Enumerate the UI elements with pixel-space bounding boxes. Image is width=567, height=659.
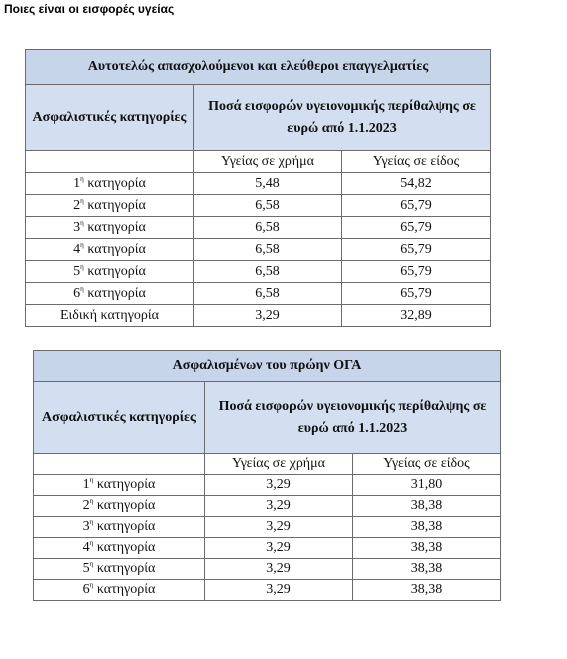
table-row <box>26 283 491 305</box>
table-row <box>34 496 501 517</box>
cash-subheader: Υγείας σε χρήμα <box>205 454 353 475</box>
category-label: κατηγορία <box>87 263 146 279</box>
category-label: κατηγορία <box>96 498 156 513</box>
category-number: 5 <box>82 561 90 576</box>
table-row <box>26 195 491 217</box>
category-cell <box>26 195 194 217</box>
category-label: κατηγορία <box>96 477 156 492</box>
kind-subheader: Υγείας σε είδος <box>342 151 491 173</box>
category-ordinal-suffix: η <box>80 196 84 205</box>
category-label: κατηγορία <box>87 197 146 213</box>
table-row <box>34 517 501 538</box>
category-ordinal-suffix: η <box>80 174 84 183</box>
empty-subheader-cell <box>26 151 194 173</box>
table-caption: Ασφαλισμένων του πρώην ΟΓΑ <box>34 351 501 382</box>
cash-amount-cell: 3,29 <box>194 305 342 327</box>
kind-amount-cell: 54,82 <box>342 173 491 195</box>
table-row <box>34 475 501 496</box>
table-row <box>26 239 491 261</box>
category-ordinal-suffix: η <box>89 497 94 505</box>
kind-amount-cell: 38,38 <box>353 517 501 538</box>
category-label: κατηγορία <box>96 540 156 555</box>
category-ordinal-suffix: η <box>89 518 94 526</box>
cash-subheader: Υγείας σε χρήμα <box>194 151 342 173</box>
category-ordinal-suffix: η <box>89 560 94 568</box>
category-ordinal-suffix: η <box>80 262 84 271</box>
cash-amount-cell: 3,29 <box>205 559 353 580</box>
table-row <box>34 580 501 601</box>
kind-amount-cell: 65,79 <box>342 283 491 305</box>
category-label: κατηγορία <box>96 561 156 576</box>
category-number: 1 <box>82 477 90 492</box>
cash-amount-cell: 6,58 <box>194 217 342 239</box>
category-label: κατηγορία <box>87 241 146 257</box>
category-label: κατηγορία <box>96 582 156 597</box>
page-title: Ποιες είναι οι εισφορές υγείας <box>4 2 175 16</box>
category-number: 5 <box>73 263 81 279</box>
kind-amount-cell: 65,79 <box>342 239 491 261</box>
category-cell <box>34 580 205 601</box>
category-number: 4 <box>82 540 90 555</box>
kind-amount-cell: 38,38 <box>353 496 501 517</box>
category-column-header: Ασφαλιστικές κατηγορίες <box>26 85 194 151</box>
category-number: 6 <box>73 285 81 301</box>
category-number: 6 <box>82 582 90 597</box>
empty-subheader-cell <box>34 454 205 475</box>
category-ordinal-suffix: η <box>89 476 94 484</box>
kind-amount-cell: 32,89 <box>342 305 491 327</box>
table-row <box>26 173 491 195</box>
kind-amount-cell: 65,79 <box>342 195 491 217</box>
category-number: 4 <box>73 241 81 257</box>
category-ordinal-suffix: η <box>89 539 94 547</box>
category-ordinal-suffix: η <box>80 284 84 293</box>
category-label: κατηγορία <box>87 285 146 301</box>
category-ordinal-suffix: η <box>89 581 94 589</box>
kind-subheader: Υγείας σε είδος <box>353 454 501 475</box>
category-cell <box>26 283 194 305</box>
category-number: 1 <box>73 175 81 191</box>
category-column-header: Ασφαλιστικές κατηγορίες <box>34 382 205 454</box>
category-cell <box>26 217 194 239</box>
category-number: 3 <box>73 219 81 235</box>
category-label: κατηγορία <box>87 219 146 235</box>
cash-amount-cell: 3,29 <box>205 580 353 601</box>
category-cell <box>26 173 194 195</box>
table-row <box>26 261 491 283</box>
category-cell <box>26 239 194 261</box>
category-ordinal-suffix: η <box>80 240 84 249</box>
former-oga-contributions-table <box>33 350 501 601</box>
table-row <box>26 305 491 327</box>
kind-amount-cell: 31,80 <box>353 475 501 496</box>
cash-amount-cell: 3,29 <box>205 517 353 538</box>
category-number: 2 <box>73 197 81 213</box>
kind-amount-cell: 65,79 <box>342 217 491 239</box>
table-caption: Αυτοτελώς απασχολούμενοι και ελεύθεροι επαγγελματίες <box>26 50 491 85</box>
category-label: κατηγορία <box>96 519 156 534</box>
cash-amount-cell: 6,58 <box>194 283 342 305</box>
category-cell <box>34 496 205 517</box>
category-label: Ειδική κατηγορία <box>59 307 160 323</box>
category-number: 2 <box>82 498 90 513</box>
table-row <box>34 538 501 559</box>
cash-amount-cell: 3,29 <box>205 496 353 517</box>
category-label: κατηγορία <box>87 175 146 191</box>
cash-amount-cell: 6,58 <box>194 195 342 217</box>
category-cell <box>34 517 205 538</box>
amount-column-header: Ποσά εισφορών υγειονομικής περίθαλψης σε ευρώ από 1.1.2023 <box>194 85 491 151</box>
category-cell <box>26 261 194 283</box>
kind-amount-cell: 65,79 <box>342 261 491 283</box>
category-cell <box>34 475 205 496</box>
cash-amount-cell: 5,48 <box>194 173 342 195</box>
cash-amount-cell: 3,29 <box>205 538 353 559</box>
category-number: 3 <box>82 519 90 534</box>
category-cell <box>34 559 205 580</box>
category-cell <box>26 305 194 327</box>
amount-column-header: Ποσά εισφορών υγειονομικής περίθαλψης σε ευρώ από 1.1.2023 <box>205 382 501 454</box>
self-employed-contributions-table <box>25 49 491 327</box>
kind-amount-cell: 38,38 <box>353 538 501 559</box>
cash-amount-cell: 6,58 <box>194 239 342 261</box>
table-row <box>34 559 501 580</box>
kind-amount-cell: 38,38 <box>353 559 501 580</box>
category-ordinal-suffix: η <box>80 218 84 227</box>
cash-amount-cell: 6,58 <box>194 261 342 283</box>
kind-amount-cell: 38,38 <box>353 580 501 601</box>
category-cell <box>34 538 205 559</box>
cash-amount-cell: 3,29 <box>205 475 353 496</box>
table-row <box>26 217 491 239</box>
